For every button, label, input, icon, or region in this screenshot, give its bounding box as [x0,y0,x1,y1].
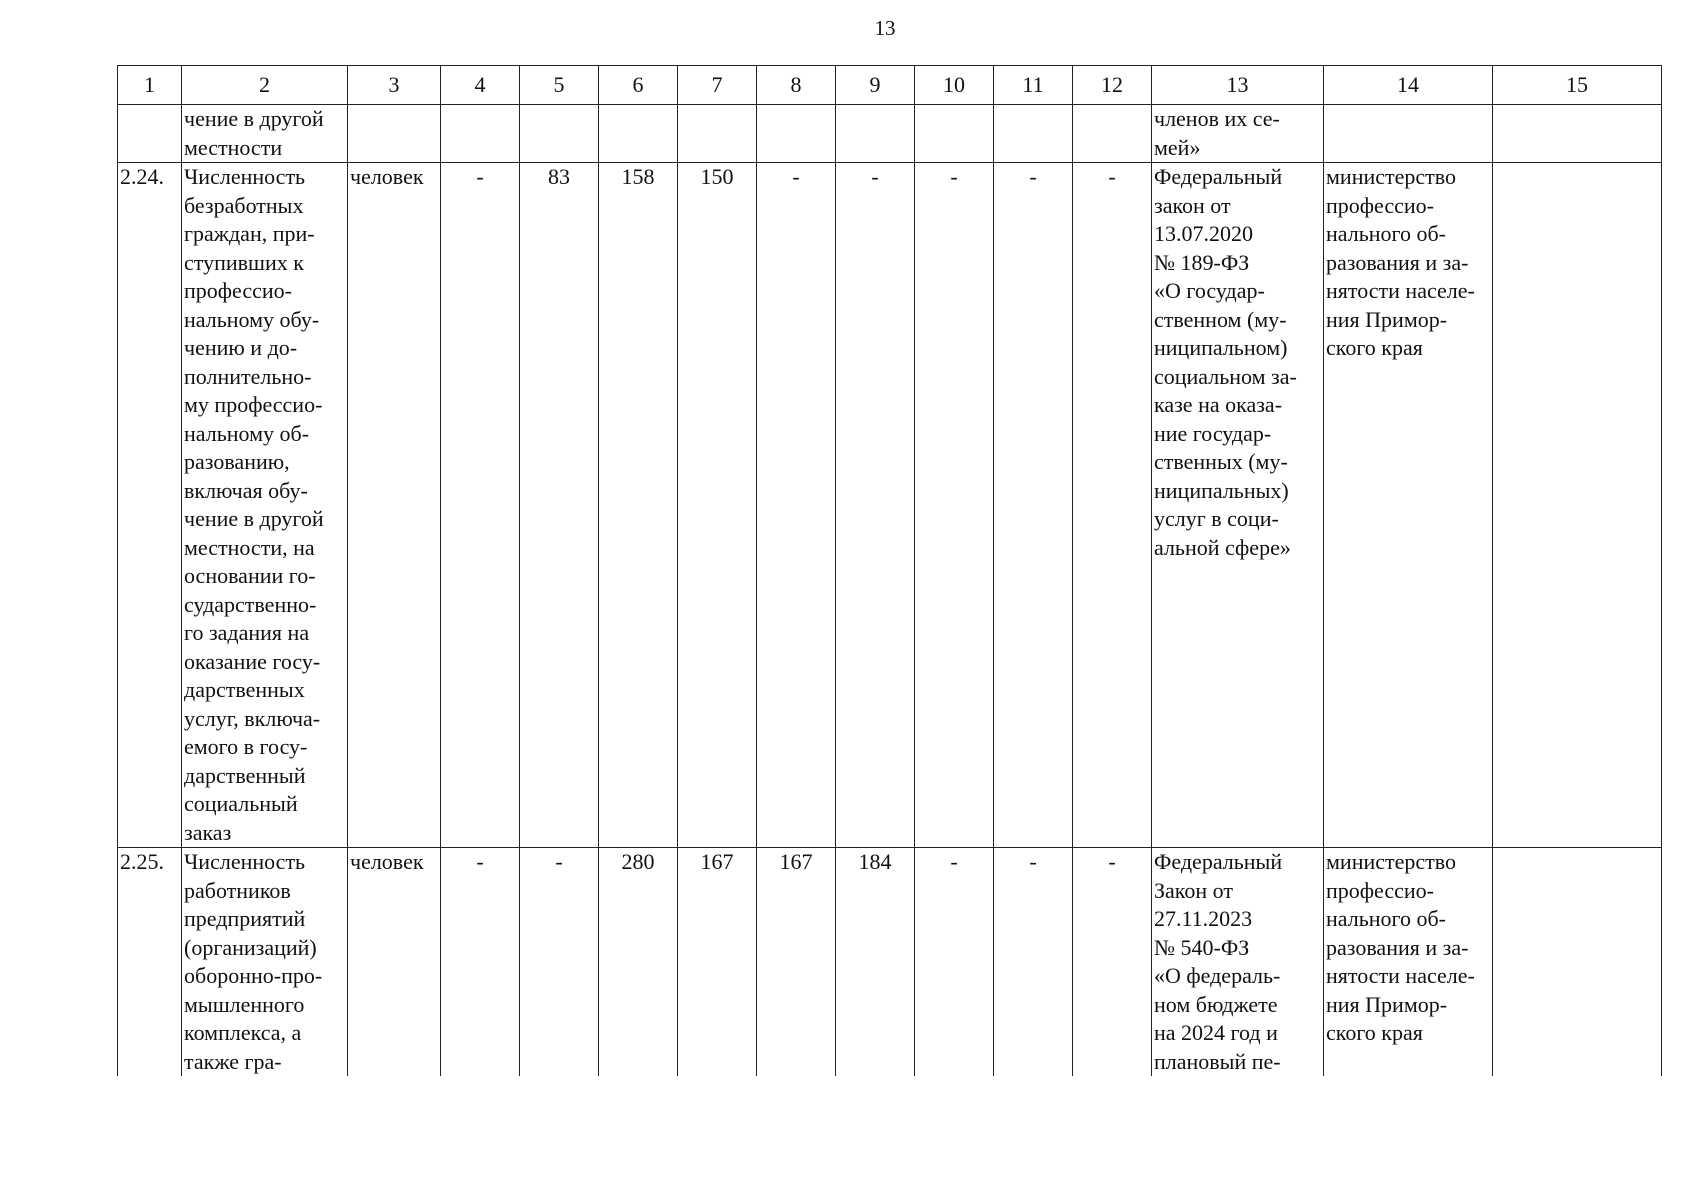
legal-basis-cell [1152,848,1324,1077]
table-row [118,848,1662,1077]
text-line: (организаций) [184,934,317,960]
text-line: комплекса, а [184,1020,302,1045]
text-line: разованию, [184,449,290,474]
row-number-cell: 2.25. [118,848,182,1077]
value-cell [441,105,520,163]
value-cell: - [757,163,836,848]
value-cell [915,105,994,163]
responsible-cell [1324,848,1493,1077]
value-cell: - [994,163,1073,848]
text-line: дарственный [184,762,306,788]
value-cell [520,105,599,163]
indicator-name-cell [182,105,348,163]
text-line: ственном (му- [1154,306,1287,332]
text-line: № 189-ФЗ [1154,249,1250,275]
unit-cell: человек [348,848,441,1077]
value-cell: - [915,848,994,1077]
header-cell: 13 [1152,66,1324,105]
row-number-cell [118,105,182,163]
data-table [117,65,1662,1076]
text-line: также гра- [184,1048,282,1074]
row-number-cell: 2.24. [118,163,182,848]
text-line: ского края [1326,335,1423,360]
text-line: «О федераль- [1154,963,1281,988]
text-line: безработных [184,192,304,218]
text-line: чение в другой [184,506,324,531]
text-line: полнительно- [184,363,312,389]
text-line: Закон от [1154,877,1233,903]
header-cell: 11 [994,66,1073,105]
text-line: членов их се- [1154,106,1280,131]
text-line: разования и за- [1326,249,1469,275]
value-cell [1073,105,1152,163]
indicator-name-cell [182,163,348,848]
text-line: ния Примор- [1326,306,1448,332]
text-line: ния Примор- [1326,991,1448,1017]
value-cell: 158 [599,163,678,848]
text-line: Численность [184,164,306,189]
text-line: нальному об- [184,420,310,446]
value-cell: - [441,848,520,1077]
text-line: ского края [1326,1020,1423,1045]
value-cell [836,105,915,163]
text-line: оборонно-про- [184,963,323,988]
header-cell: 7 [678,66,757,105]
text-line: министерство [1326,164,1457,189]
text-line: нального об- [1326,906,1447,931]
text-line: чение в другой [184,106,324,131]
value-cell: 167 [678,848,757,1077]
text-line: мей» [1154,134,1201,160]
text-line: социальном за- [1154,363,1297,389]
header-cell: 12 [1073,66,1152,105]
text-line: дарственных [184,677,305,702]
value-cell: - [915,163,994,848]
text-line: 27.11.2023 [1154,906,1253,931]
text-line: местности, на [184,534,315,560]
text-line: нятости населе- [1326,278,1475,303]
value-cell: 167 [757,848,836,1077]
continuation-row [118,105,1662,163]
header-cell: 10 [915,66,994,105]
value-cell: - [1073,163,1152,848]
header-cell: 5 [520,66,599,105]
text-line: ниципальном) [1154,335,1288,360]
text-line: социальный [184,791,298,816]
value-cell [994,105,1073,163]
text-line: профессио- [1326,192,1434,218]
header-cell: 15 [1493,66,1662,105]
text-line: нальному обу- [184,306,320,332]
legal-basis-cell [1152,105,1324,163]
text-line: граждан, при- [184,221,315,246]
text-line: основании го- [184,563,316,588]
text-line: услуг, включа- [184,705,321,731]
text-line: ние государ- [1154,420,1272,446]
text-line: местности [184,134,283,160]
text-line: заказ [184,819,232,845]
text-line: мышленного [184,991,305,1017]
text-line: 13.07.2020 [1154,221,1253,246]
text-line: емого в госу- [184,734,308,759]
text-line: Численность [184,849,306,874]
text-line: профессио- [184,278,292,303]
table-row [118,163,1662,848]
text-line: плановый пе- [1154,1048,1281,1074]
page-number: 13 [874,16,896,40]
notes-cell [1493,848,1662,1077]
text-line: ственных (му- [1154,449,1288,474]
text-line: на 2024 год и [1154,1020,1278,1045]
text-line: ниципальных) [1154,477,1289,503]
text-line: включая обу- [184,477,308,503]
header-cell: 4 [441,66,520,105]
text-line: альной сфере» [1154,534,1291,560]
text-line: Федеральный [1154,849,1283,874]
text-line: министерство [1326,849,1457,874]
text-line: № 540-ФЗ [1154,934,1250,960]
header-row [118,66,1662,105]
legal-basis-cell [1152,163,1324,848]
value-cell [678,105,757,163]
text-line: ном бюджете [1154,991,1278,1017]
header-cell: 1 [118,66,182,105]
header-cell: 2 [182,66,348,105]
header-cell: 9 [836,66,915,105]
value-cell: 184 [836,848,915,1077]
header-cell: 3 [348,66,441,105]
header-cell: 8 [757,66,836,105]
value-cell: - [1073,848,1152,1077]
text-line: услуг в соци- [1154,506,1279,531]
text-line: «О государ- [1154,278,1265,303]
text-line: сударственно- [184,591,317,617]
value-cell: 150 [678,163,757,848]
text-line: чению и до- [184,335,298,360]
text-line: предприятий [184,906,306,931]
value-cell: - [994,848,1073,1077]
text-line: нального об- [1326,221,1447,246]
text-line: оказание госу- [184,648,321,674]
text-line: ступивших к [184,249,304,275]
header-cell: 14 [1324,66,1493,105]
responsible-cell [1324,163,1493,848]
value-cell [599,105,678,163]
value-cell: 83 [520,163,599,848]
text-line: му профессио- [184,392,323,417]
value-cell: - [520,848,599,1077]
header-cell: 6 [599,66,678,105]
text-line: казе на оказа- [1154,392,1283,417]
notes-cell [1493,105,1662,163]
text-line: нятости населе- [1326,963,1475,988]
unit-cell: человек [348,163,441,848]
text-line: закон от [1154,192,1231,218]
unit-cell [348,105,441,163]
indicator-name-cell [182,848,348,1077]
value-cell [757,105,836,163]
value-cell: 280 [599,848,678,1077]
notes-cell [1493,163,1662,848]
responsible-cell [1324,105,1493,163]
value-cell: - [836,163,915,848]
text-line: работников [184,877,291,903]
value-cell: - [441,163,520,848]
text-line: профессио- [1326,877,1434,903]
text-line: разования и за- [1326,934,1469,960]
text-line: Федеральный [1154,164,1283,189]
text-line: го задания на [184,620,310,645]
